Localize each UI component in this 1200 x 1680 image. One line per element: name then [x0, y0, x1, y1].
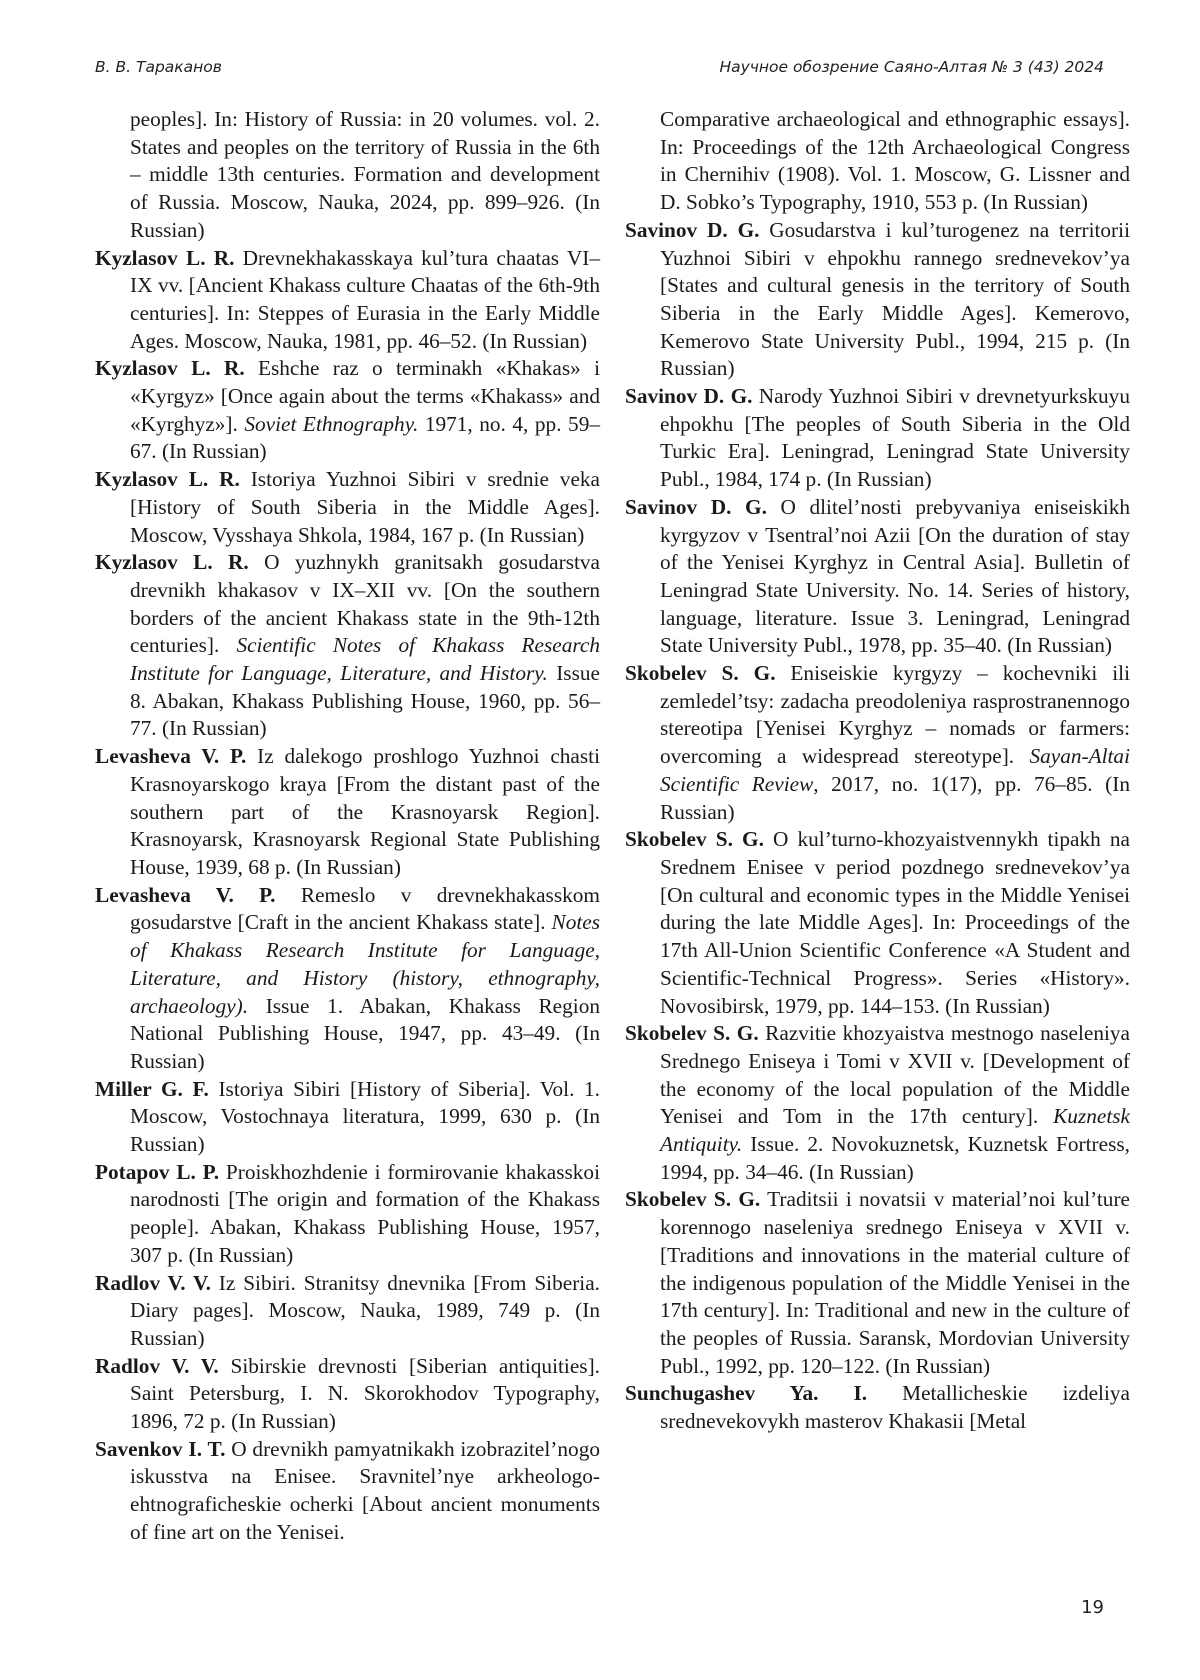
reference-entry — [625, 106, 1130, 217]
running-header-author: В. В. Тараканов — [95, 58, 222, 76]
reference-text: O drevnikh pamyatnikakh izobrazitel’nogo iskusstva na Enisee. Sravnitel’nye arkheologo-ehtnograficheskie ocherki [About ancient monuments of fine art on the Yenisei. — [130, 1436, 600, 1544]
running-header-journal: Научное обозрение Саяно-Алтая № 3 (43) 2024 — [719, 58, 1104, 76]
reference-entry — [625, 217, 1130, 383]
reference-source: Scientific Notes of Khakass Research Institute for Language, Literature, and History. — [130, 633, 600, 686]
references-right-column — [625, 106, 1130, 1436]
reference-text: Metallicheskie izdeliya srednevekovykh masterov Khakasii [Metal — [660, 1381, 1130, 1434]
reference-entry — [95, 1353, 600, 1436]
reference-text-tail: 1971, no. 4, pp. 59–67. (In Russian) — [130, 411, 601, 464]
reference-text: Eshche raz o terminakh «Khakas» i «Kyrgyz» [Once again about the terms «Khakass» and «Kyrghyz»]. — [130, 356, 601, 436]
reference-text-tail: Issue. 2. Novokuznetsk, Kuznetsk Fortress, 1994, pp. 34–46. (In Russian) — [660, 1132, 1130, 1184]
reference-text: Iz dalekogo proshlogo Yuzhnoi chasti Krasnoyarskogo kraya [From the distant past of the southern part of the Krasnoyarsk Region]. Krasnoyarsk, Krasnoyarsk Regional State Publishing House, 1939, 68 p. (In Russian) — [130, 744, 600, 879]
reference-author: Skobelev S. G. — [625, 1187, 761, 1212]
reference-source: Kuznetsk Antiquity. — [660, 1104, 1130, 1157]
reference-entry — [95, 466, 600, 549]
reference-author: Kyzlasov L. R. — [95, 245, 235, 270]
reference-entry — [95, 549, 600, 743]
reference-entry — [625, 1186, 1130, 1380]
reference-text: Istoriya Sibiri [History of Siberia]. Vol. 1. Moscow, Vostochnaya literatura, 1999, 630 p. (In Russian) — [130, 1076, 600, 1157]
references-left-column — [95, 106, 600, 1547]
reference-author: Skobelev S. G. — [625, 827, 764, 852]
reference-text: Traditsii i novatsii v material’noi kul’ture korennogo naseleniya srednego Eniseya v XVII v. [Traditions and innovations in the material culture of the indigenous population of the Middle Yenisei in the 17th century]. In: Traditional and new in the culture of the peoples of Russia. Saransk, Mordovian University Publ., 1992, pp. 120–122. (In Russian) — [660, 1187, 1130, 1378]
reference-author: Radlov V. V. — [95, 1270, 211, 1295]
reference-text: Proiskhozhdenie i formirovanie khakasskoi narodnosti [The origin and formation of the Khakass people]. Abakan, Khakass Publishing House, 1957, 307 p. (In Russian) — [130, 1159, 600, 1267]
reference-text: Drevnekhakasskaya kul’tura chaatas VI–IX vv. [Ancient Khakass culture Chaatas of the 6th-9th centuries]. In: Steppes of Eurasia in the Early Middle Ages. Moscow, Nauka, 1981, pp. 46–52. (In Russian) — [130, 245, 601, 353]
reference-text: Gosudarstva i kul’turogenez na territorii Yuzhnoi Sibiri v ehpokhu rannego srednevekov’ya [States and cultural genesis in the territory of South Siberia in the Early Middle Ages]. Kemerovo, Kemerovo State University Publ., 1994, 215 p. (In Russian) — [660, 217, 1130, 381]
reference-entry — [95, 355, 600, 466]
reference-author: Levasheva V. P. — [95, 744, 247, 769]
reference-text: Eniseiskie kyrgyzy – kochevniki ili zemledel’tsy: zadacha preodoleniya rasprostranennogo stereotipa [Yenisei Kyrghyz – nomads or farmers: overcoming a widespread stereotype]. — [660, 661, 1130, 769]
reference-author: Potapov L. P. — [95, 1159, 220, 1184]
reference-text-tail: , 2017, no. 1(17), pp. 76–85. (In Russian) — [660, 771, 1130, 824]
reference-author: Sunchugashev Ya. I. — [625, 1381, 868, 1406]
reference-entry — [625, 383, 1130, 494]
reference-source: Sayan-Altai Scientific Review — [660, 744, 1130, 796]
reference-author: Kyzlasov L. R. — [95, 467, 240, 492]
reference-entry — [95, 1436, 600, 1547]
reference-entry — [95, 743, 600, 882]
reference-text: peoples]. In: History of Russia: in 20 volumes. vol. 2. States and peoples on the territory of Russia in the 6th – middle 13th centuries. Formation and development of Russia. Moscow, Nauka, 2024, pp. 899–926. (In Russian) — [130, 107, 600, 242]
reference-author: Miller G. F. — [95, 1076, 209, 1101]
reference-text: O kul’turno-khozyaistvennykh tipakh na Srednem Enisee v period pozdnego srednevekov’ya [On cultural and economic types in the Middle Yenisei during the late Middle Ages]. In: Proceedings of the 17th All-Union Scientific Conference «A Student and Scientific-Technical Progress». Series «History». Novosibirsk, 1979, pp. 144–153. (In Russian) — [660, 827, 1130, 1018]
reference-entry — [95, 245, 600, 356]
reference-text: O yuzhnykh granitsakh gosudarstva drevnikh khakasov v IX–XII vv. [On the southern borders of the ancient Khakass state in the 9th-12th centuries]. — [130, 550, 600, 658]
reference-entry — [625, 826, 1130, 1020]
reference-author: Skobelev S. G. — [625, 1021, 759, 1046]
reference-entry — [95, 106, 600, 245]
reference-source: Notes of Khakass Research Institute for Language, Literature, and History (history, ethnography, archaeology). — [130, 910, 600, 1018]
reference-text: Remeslo v drevnekhakasskom gosudarstve [Craft in the ancient Khakass state]. — [130, 882, 600, 935]
reference-author: Kyzlasov L. R. — [95, 356, 245, 381]
reference-author: Radlov V. V. — [95, 1353, 219, 1378]
reference-author: Savinov D. G. — [625, 384, 753, 409]
reference-text-tail: Issue 8. Abakan, Khakass Publishing House, 1960, pp. 56–77. (In Russian) — [130, 661, 600, 741]
reference-text: Narody Yuzhnoi Sibiri v drevnetyurkskuyu ehpokhu [The peoples of South Siberia in the Old Turkic Era]. Leningrad, Leningrad State University Publ., 1984, 174 p. (In Russian) — [660, 384, 1130, 492]
reference-entry — [625, 660, 1130, 826]
reference-text-tail: Issue 1. Abakan, Khakass Region National Publishing House, 1947, pp. 43–49. (In Russian) — [130, 993, 600, 1073]
reference-text: Iz Sibiri. Stranitsy dnevnika [From Siberia. Diary pages]. Moscow, Nauka, 1989, 749 p. (In Russian) — [130, 1270, 600, 1350]
reference-author: Skobelev S. G. — [625, 661, 776, 686]
reference-entry — [95, 1159, 600, 1270]
reference-entry — [95, 882, 600, 1076]
reference-author: Savenkov I. T. — [95, 1436, 226, 1461]
reference-entry — [625, 1380, 1130, 1435]
reference-entry — [625, 494, 1130, 660]
reference-text: Istoriya Yuzhnoi Sibiri v srednie veka [History of South Siberia in the Middle Ages]. Moscow, Vysshaya Shkola, 1984, 167 p. (In Russian) — [130, 467, 600, 547]
reference-entry — [95, 1270, 600, 1353]
reference-text: Razvitie khozyaistva mestnogo naseleniya Srednego Eniseya i Tomi v XVII v. [Development of the economy of the local population of the Middle Yenisei and Tom in the 17th century]. — [660, 1021, 1130, 1129]
reference-source: Soviet Ethnography. — [244, 411, 419, 436]
page-number: 19 — [1081, 1597, 1104, 1618]
reference-text: Sibirskie drevnosti [Siberian antiquities]. Saint Petersburg, I. N. Skorokhodov Typography, 1896, 72 p. (In Russian) — [130, 1353, 600, 1434]
reference-author: Savinov D. G. — [625, 494, 767, 519]
reference-entry — [95, 1076, 600, 1159]
reference-text: O dlitel’nosti prebyvaniya eniseiskikh kyrgyzov v Tsentral’noi Azii [On the duration of stay of the Yenisei Kyrghyz in Central Asia]. Bulletin of Leningrad State University. No. 14. Series of history, language, literature. Issue 3. Leningrad, Leningrad State University Publ., 1978, pp. 35–40. (In Russian) — [660, 494, 1130, 658]
reference-text: Comparative archaeological and ethnographic essays]. In: Proceedings of the 12th Archaeological Congress in Chernihiv (1908). Vol. 1. Moscow, G. Lissner and D. Sobko’s Typography, 1910, 553 p. (In Russian) — [660, 107, 1130, 215]
reference-author: Kyzlasov L. R. — [95, 550, 249, 575]
reference-entry — [625, 1020, 1130, 1186]
reference-author: Levasheva V. P. — [95, 882, 276, 907]
reference-author: Savinov D. G. — [625, 217, 760, 242]
